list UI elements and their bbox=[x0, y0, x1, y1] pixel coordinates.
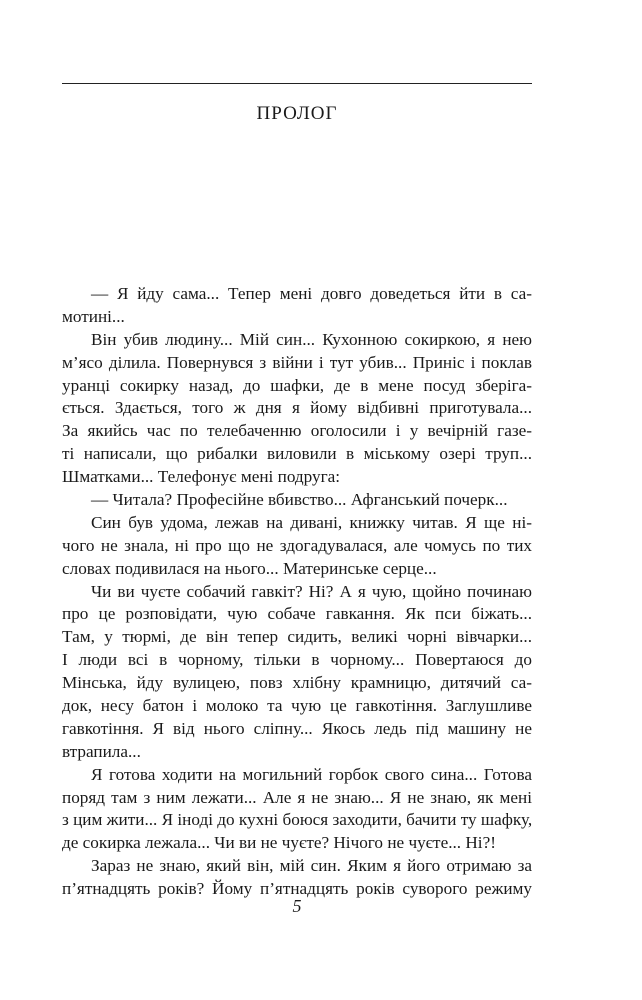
text-line: Він убив людину... Мій син... Кухонною сокиркою, я нею bbox=[91, 329, 532, 349]
text-line: Шматками... Телефонує мені подруга: bbox=[62, 467, 341, 487]
text-line: Там, у тюрмі, де він тепер сидить, великі чорні вівчарки... bbox=[62, 627, 532, 647]
page-number: 5 bbox=[292, 896, 302, 916]
text-line: Мінська, йду вулицею, повз хлібну крамницю, дитячий са- bbox=[62, 673, 532, 693]
text-line: Чи ви чуєте собачий гавкіт? Ні? А я чую, щойно починаю bbox=[91, 581, 532, 601]
text-line: ті написали, що рибалки виловили в міському озері труп... bbox=[62, 444, 532, 464]
text-line: Син був удома, лежав на дивані, книжку читав. Я ще ні- bbox=[91, 512, 532, 532]
body-text bbox=[62, 283, 532, 901]
text-line: м’ясо ділила. Повернувся з війни і тут убив... Приніс і поклав bbox=[62, 352, 532, 372]
text-line: Я готова ходити на могильний горбок свого сина... Готова bbox=[91, 764, 532, 784]
chapter-title: ПРОЛОГ bbox=[256, 103, 338, 124]
text-line: уранці сокирку назад, до шафки, де в мене посуд зберіга- bbox=[62, 375, 532, 395]
text-line: словах подивилася на нього... Материнське серце... bbox=[62, 558, 437, 578]
text-line: І люди всі в чорному, тільки в чорному... Повертаюся до bbox=[62, 650, 532, 670]
text-line: поряд там з ним лежати... Але я не знаю... Я не знаю, як мені bbox=[62, 787, 532, 807]
top-rule bbox=[62, 83, 532, 84]
text-line: док, несу батон і молоко та чую це гавкотіння. Заглушливе bbox=[62, 696, 532, 716]
text-line: з цим жити... Я іноді до кухні боюся заходити, бачити ту шафку, bbox=[62, 810, 533, 830]
text-line: За якийсь час по телебаченню оголосили і у вечірній газе- bbox=[62, 421, 532, 441]
text-line: — Читала? Професійне вбивство... Афганський почерк... bbox=[91, 490, 508, 510]
text-line: ється. Здається, того ж дня я йому відбивні приготувала... bbox=[62, 398, 532, 418]
text-line: де сокирка лежала... Чи ви не чуєте? Нічого не чуєте... Ні?! bbox=[62, 833, 496, 853]
text-line: Зараз не знаю, який він, мій син. Яким я його отримаю за bbox=[91, 856, 532, 876]
text-line: втрапила... bbox=[62, 741, 141, 761]
text-line: п’ятнадцять років? Йому п’ятнадцять років суворого режиму bbox=[62, 879, 532, 899]
text-line: мотині... bbox=[62, 306, 125, 326]
text-line: — Я йду сама... Тепер мені довго доведеться йти в са- bbox=[91, 284, 532, 303]
text-line: гавкотіння. Я від нього сліпну... Якось ледь під машину не bbox=[62, 718, 532, 738]
text-line: чого не знала, ні про що не здогадувалася, але чомусь по тих bbox=[62, 535, 532, 555]
text-line: про це розповідати, чую собаче гавкання. Як пси біжать... bbox=[62, 604, 532, 624]
